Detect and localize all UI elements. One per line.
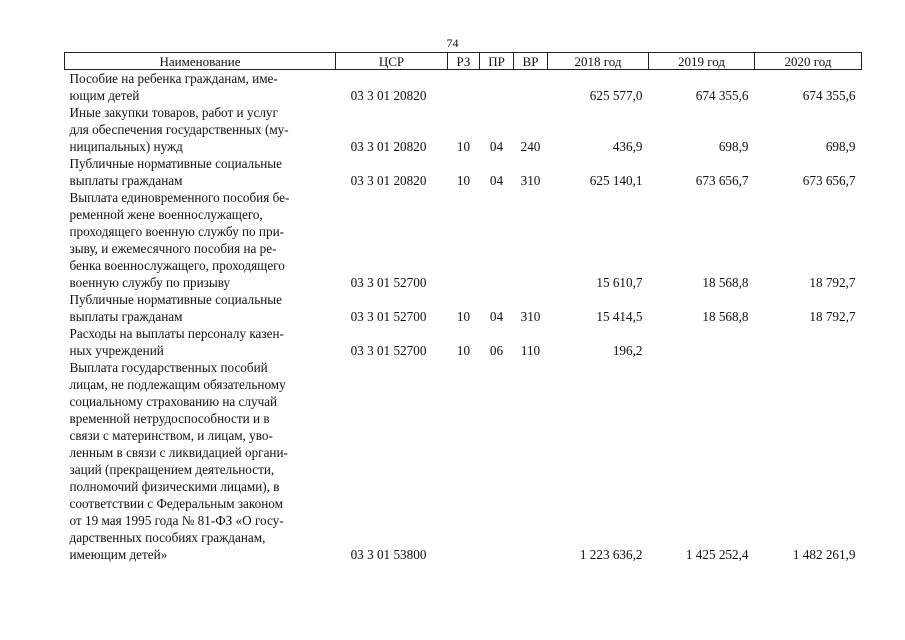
cell-name [65, 291, 336, 325]
name-line: социальному страхованию на случай [69, 394, 278, 409]
name-line: дарственных пособиях гражданам, [69, 530, 266, 545]
cell-pr [480, 359, 514, 563]
cell-csr: 03 3 01 20820 [350, 173, 427, 188]
cell-vr [514, 359, 548, 563]
name-line: бенка военнослужащего, проходящего [69, 258, 285, 273]
name-line: выплаты гражданам [69, 173, 183, 188]
cell-csr: 03 3 01 52700 [350, 275, 427, 290]
name-line: временной нетрудоспособности и в [69, 411, 270, 426]
cell-pr [480, 70, 514, 105]
name-line: лицам, не подлежащим обязательному [69, 377, 286, 392]
cell-csr: 03 3 01 52700 [350, 309, 427, 324]
cell-2018: 15 414,5 [596, 309, 643, 324]
cell-pr [480, 189, 514, 291]
cell-rz [448, 189, 480, 291]
cell-vr: 310 [520, 309, 541, 324]
cell-2018: 625 140,1 [589, 173, 643, 188]
name-line: соответствии с Федеральным законом [69, 496, 283, 511]
cell-2019: 18 568,8 [702, 275, 749, 290]
name-line: ных учреждений [69, 343, 164, 358]
page-number: 74 [446, 36, 459, 50]
cell-vr [514, 189, 548, 291]
name-line: ременной жене военнослужащего, [69, 207, 263, 222]
table-row [65, 325, 862, 359]
cell-rz [448, 70, 480, 105]
cell-2020: 1 482 261,9 [792, 547, 856, 562]
cell-2020: 18 792,7 [809, 275, 856, 290]
cell-csr: 03 3 01 52700 [350, 343, 427, 358]
name-line: Пособие на ребенка гражданам, име- [69, 71, 278, 86]
cell-csr: 03 3 01 20820 [350, 139, 427, 154]
table-row [65, 155, 862, 189]
cell-vr: 310 [520, 173, 541, 188]
header-rz: РЗ [448, 53, 480, 70]
cell-rz [448, 359, 480, 563]
cell-2018: 15 610,7 [596, 275, 643, 290]
cell-name [65, 104, 336, 155]
cell-name [65, 359, 336, 563]
cell-2019: 698,9 [718, 139, 749, 154]
table-row [65, 359, 862, 563]
name-line: военную службу по призыву [69, 275, 231, 290]
table-row [65, 291, 862, 325]
cell-2020: 673 656,7 [802, 173, 856, 188]
header-csr: ЦСР [336, 53, 448, 70]
name-line: Выплата единовременного пособия бе- [69, 190, 290, 205]
cell-2020: 674 355,6 [802, 88, 856, 103]
name-line: от 19 мая 1995 года № 81-ФЗ «О госу- [69, 513, 284, 528]
cell-name [65, 189, 336, 291]
header-vr: ВР [514, 53, 548, 70]
name-line: Выплата государственных пособий [69, 360, 268, 375]
cell-pr: 04 [489, 139, 504, 154]
cell-2020 [755, 325, 862, 359]
table-row [65, 104, 862, 155]
cell-2019: 674 355,6 [695, 88, 749, 103]
name-line: Публичные нормативные социальные [69, 292, 282, 307]
header-2020: 2020 год [755, 53, 862, 70]
name-line: связи с материнством, и лицам, уво- [69, 428, 273, 443]
header-name: Наименование [65, 53, 336, 70]
cell-2019: 673 656,7 [695, 173, 749, 188]
cell-2019 [649, 325, 755, 359]
cell-name [65, 155, 336, 189]
cell-2018: 1 223 636,2 [579, 547, 643, 562]
table-row [65, 189, 862, 291]
cell-2018: 436,9 [612, 139, 643, 154]
cell-2020: 698,9 [825, 139, 856, 154]
header-2019: 2019 год [649, 53, 755, 70]
name-line: имеющим детей» [69, 547, 168, 562]
table-body [65, 70, 862, 564]
name-line: Расходы на выплаты персоналу казен- [69, 326, 284, 341]
cell-2019: 1 425 252,4 [685, 547, 749, 562]
cell-vr: 110 [520, 343, 541, 358]
name-line: выплаты гражданам [69, 309, 183, 324]
cell-vr: 240 [520, 139, 541, 154]
cell-pr: 04 [489, 173, 504, 188]
cell-2018: 625 577,0 [589, 88, 643, 103]
name-line: ниципальных) нужд [69, 139, 183, 154]
cell-csr: 03 3 01 20820 [350, 88, 427, 103]
name-line: зыву, и ежемесячного пособия на ре- [69, 241, 277, 256]
table-row [65, 70, 862, 105]
name-line: полномочий физическими лицами), в [69, 479, 280, 494]
cell-2018: 196,2 [612, 343, 643, 358]
cell-rz: 10 [456, 343, 471, 358]
header-2018: 2018 год [548, 53, 649, 70]
name-line: Публичные нормативные социальные [69, 156, 282, 171]
cell-pr: 04 [489, 309, 504, 324]
cell-vr [514, 70, 548, 105]
name-line: Иные закупки товаров, работ и услуг [69, 105, 278, 120]
cell-2020: 18 792,7 [809, 309, 856, 324]
header-row [65, 53, 862, 70]
cell-name [65, 325, 336, 359]
name-line: ющим детей [69, 88, 140, 103]
name-line: для обеспечения государственных (му- [69, 122, 289, 137]
cell-rz: 10 [456, 173, 471, 188]
cell-rz: 10 [456, 309, 471, 324]
cell-2019: 18 568,8 [702, 309, 749, 324]
cell-rz: 10 [456, 139, 471, 154]
name-line: заций (прекращением деятельности, [69, 462, 275, 477]
cell-csr: 03 3 01 53800 [350, 547, 427, 562]
budget-table [64, 52, 862, 563]
cell-name [65, 70, 336, 105]
header-pr: ПР [480, 53, 514, 70]
name-line: ленным в связи с ликвидацией органи- [69, 445, 288, 460]
cell-pr: 06 [489, 343, 504, 358]
name-line: проходящего военную службу по при- [69, 224, 285, 239]
